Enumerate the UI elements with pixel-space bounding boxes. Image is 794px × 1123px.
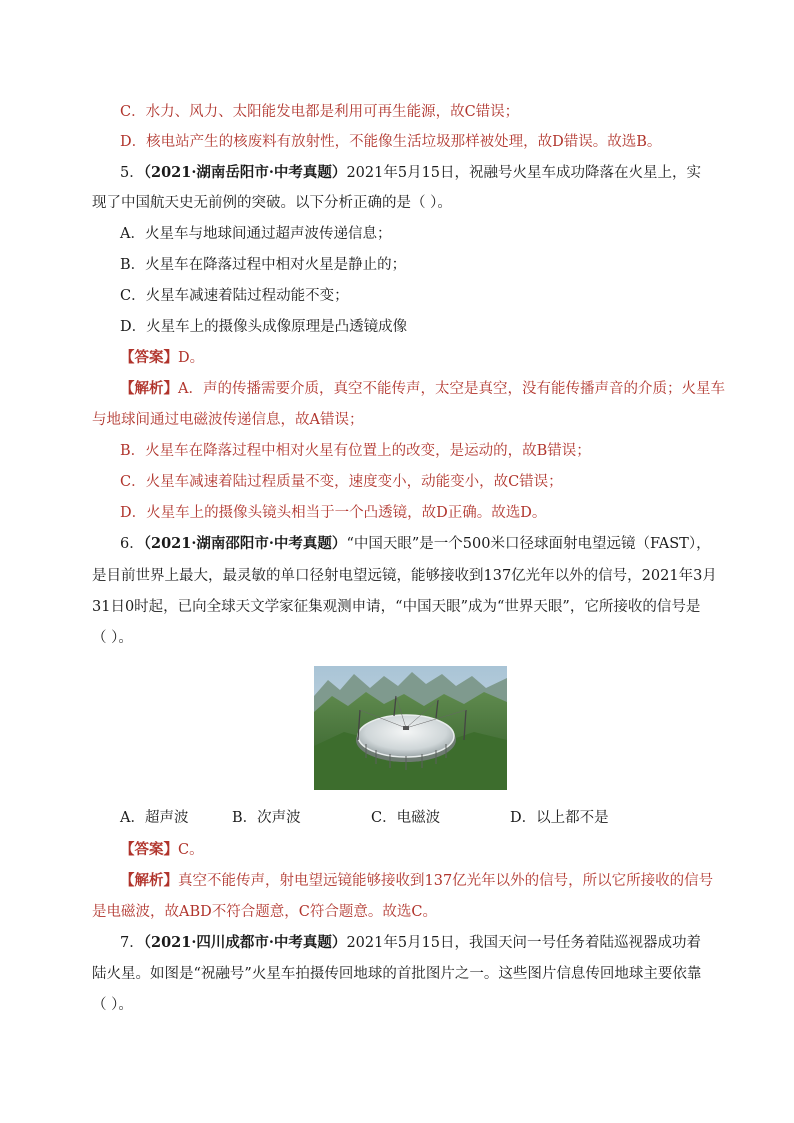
q5-stem-text: 2021年5月15日，祝融号火星车成功降落在火星上，实 [346, 165, 702, 181]
q6-stem-line2: 是目前世界上最大，最灵敏的单口径射电望远镜，能够接收到137亿光年以外的信号，2021年3月 [92, 568, 717, 584]
q6-analysis-line2: 是电磁波，故ABD不符合题意，C符合题意。故选C。 [92, 904, 437, 920]
q6-options-row [0, 808, 794, 828]
q5-analysis-text: A．声的传播需要介质，真空不能传声，太空是真空，没有能传播声音的介质；火星车 [178, 381, 725, 397]
q6-answer-value: C。 [178, 842, 204, 858]
q5-answer-tag: 【答案】 [120, 349, 178, 366]
q7-number: 7． [120, 935, 144, 951]
q5-number: 5． [120, 165, 144, 181]
q5-analysis-tag: 【解析】 [120, 380, 178, 397]
q6-analysis-line1 [120, 871, 713, 891]
q5-analysis-line2: 与地球间通过电磁波传递信息，故A错误； [92, 412, 364, 428]
q4-analysis-d: D．核电站产生的核废料有放射性，不能像生活垃圾那样被处理，故D错误。故选B。 [120, 134, 662, 150]
q5-analysis-line1 [120, 379, 725, 399]
q7-stem-line2: 陆火星。如图是“祝融号”火星车拍摄传回地球的首批图片之一。这些图片信息传回地球主要依靠 [92, 966, 702, 982]
q6-option-c: C．电磁波 [371, 810, 441, 826]
q6-stem-line3: 31日0时起，已向全球天文学家征集观测申请，“中国天眼”成为“世界天眼”，它所接收的信号是 [92, 599, 701, 615]
q6-number: 6． [120, 536, 144, 552]
q6-analysis-text: 真空不能传声，射电望远镜能够接收到137亿光年以外的信号，所以它所接收的信号 [178, 873, 714, 889]
q5-stem-line1 [120, 163, 701, 183]
q6-option-d: D．以上都不是 [510, 810, 609, 826]
q6-option-a: A．超声波 [120, 810, 189, 826]
q6-source: （2021·湖南邵阳市·中考真题） [143, 535, 347, 552]
q6-stem-line4: （ ）。 [92, 630, 133, 646]
q5-option-a: A．火星车与地球间通过超声波传递信息； [120, 226, 392, 242]
q7-stem-line1 [120, 933, 701, 953]
q5-answer-value: D。 [178, 350, 205, 366]
q5-answer [120, 348, 204, 368]
q5-analysis-c: C．火星车减速着陆过程质量不变，速度变小，动能变小，故C错误； [120, 474, 563, 490]
q6-option-b: B．次声波 [232, 810, 301, 826]
q5-option-d: D．火星车上的摄像头成像原理是凸透镜成像 [120, 319, 408, 335]
q4-analysis-c: C．水力、风力、太阳能发电都是利用可再生能源，故C错误； [120, 104, 520, 120]
q5-option-b: B．火星车在降落过程中相对火星是静止的； [120, 257, 407, 273]
q6-stem-line1 [120, 534, 711, 554]
q7-source: （2021·四川成都市·中考真题） [143, 934, 347, 951]
q6-answer [120, 840, 204, 860]
q5-stem-line2: 现了中国航天史无前例的突破。以下分析正确的是（ ）。 [92, 195, 452, 211]
fast-telescope-image [314, 666, 507, 790]
q5-analysis-b: B．火星车在降落过程中相对火星有位置上的改变，是运动的，故B错误； [120, 443, 591, 459]
q6-stem-text: “中国天眼”是一个500米口径球面射电望远镜（FAST）， [346, 536, 711, 552]
q5-analysis-d: D．火星车上的摄像头镜头相当于一个凸透镜，故D正确。故选D。 [120, 505, 547, 521]
q6-analysis-tag: 【解析】 [120, 872, 178, 889]
q7-stem-line3: （ ）。 [92, 997, 133, 1013]
q6-answer-tag: 【答案】 [120, 841, 178, 858]
q5-source: （2021·湖南岳阳市·中考真题） [143, 164, 347, 181]
q7-stem-text: 2021年5月15日，我国天问一号任务着陆巡视器成功着 [346, 935, 702, 951]
q5-option-c: C．火星车减速着陆过程动能不变； [120, 288, 349, 304]
